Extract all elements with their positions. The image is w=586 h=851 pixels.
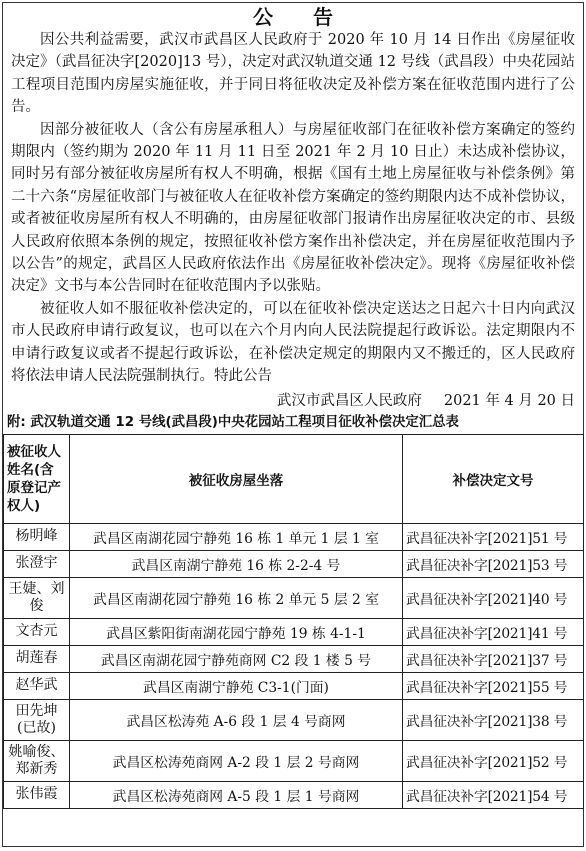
house-address: 武昌区松涛苑 A-6 段 1 层 4 号商网 (70, 699, 403, 740)
decision-number: 武昌征决补字[2021]55 号 (403, 672, 584, 699)
appendix-title: 附: 武汉轨道交通 12 号线(武昌段)中央花园站工程项目征收补偿决定汇总表 (7, 414, 459, 430)
notice-paragraph: 因公共利益需要，武汉市武昌区人民政府于 2020 年 10 月 14 日作出《房屋征收决定》（武昌征决字[2020]13 号），决定对武汉轨道交通 12 号线（武昌段）中央花园站工程项目范围内房屋实施征收，并于同日将征收决定及补偿方案在征收范围内进行了公告。 (11, 32, 575, 116)
table-header-row (4, 434, 584, 523)
house-address: 武昌区松涛苑商网 A-2 段 1 层 2 号商网 (70, 740, 403, 781)
table-row (4, 550, 584, 577)
table-row (4, 618, 584, 645)
owner-name: 胡莲春 (4, 645, 70, 672)
compensation-table (3, 434, 584, 809)
decision-number: 武昌征决补字[2021]52 号 (403, 740, 584, 781)
notice-paragraph: 被征收人如不服征收补偿决定的，可以在征收补偿决定送达之日起六十日内向武汉市人民政府申请行政复议，也可以在六个月内向人民法院提起行政诉讼。法定期限内不申请行政复议或者不提起行政诉讼，在补偿决定规定的期限内又不搬迁的，区人民政府将依法申请人民法院强制执行。特此公告 (11, 300, 575, 385)
decision-number: 武昌征决补字[2021]38 号 (403, 699, 584, 740)
house-address: 武昌区南湖花园宁静苑 16 栋 2 单元 5 层 2 室 (70, 577, 403, 618)
owner-name: 赵华武 (4, 672, 70, 699)
owner-name: 张伟霞 (4, 781, 70, 808)
table-row (4, 577, 584, 618)
house-address: 武昌区松涛苑商网 A-5 段 1 层 1 号商网 (70, 781, 403, 808)
table-row (4, 781, 584, 808)
table-row (4, 672, 584, 699)
decision-number: 武昌征决补字[2021]41 号 (403, 618, 584, 645)
owner-name: 杨明峰 (4, 523, 70, 550)
owner-name: 姚喻俊、郑新秀 (4, 740, 70, 781)
owner-name: 文杏元 (4, 618, 70, 645)
house-address: 武昌区南湖花园宁静苑 16 栋 1 单元 1 层 1 室 (70, 523, 403, 550)
house-address: 武昌区南湖花园宁静苑商网 C2 段 1 楼 5 号 (70, 645, 403, 672)
house-address: 武昌区紫阳街南湖花园宁静苑 19 栋 4-1-1 (70, 618, 403, 645)
issue-date: 2021 年 4 月 20 日 (443, 392, 575, 409)
notice-paragraph: 因部分被征收人（含公有房屋承租人）与房屋征收部门在征收补偿方案确定的签约期限内（签约期为 2020 年 11 月 11 日至 2021 年 2 月 10 日止）未达成补偿协议，同时另有部分被征收房屋所有权人不明确，根据《国有土地上房屋征收与补偿条例》第二十六条“房屋征收部门与被征收人在征收补偿方案确定的签约期限内达不成补偿协议，或者被征收房屋所有权人不明确的，由房屋征收部门报请作出房屋征收决定的市、县级人民政府依照本条例的规定，按照征收补偿方案作出补偿决定，并在房屋征收范围内予以公告”的规定，武昌区人民政府依法作出《房屋征收补偿决定》。现将《房屋征收补偿决定》文书与本公告同时在征收范围内予以张贴。 (11, 121, 575, 295)
header-address: 被征收房屋坐落 (70, 434, 403, 523)
notice-title: 公告 (253, 5, 373, 29)
table-row (4, 645, 584, 672)
owner-name: 张澄宇 (4, 550, 70, 577)
owner-name: 王婕、刘俊 (4, 577, 70, 618)
house-address: 武昌区南湖宁静苑 C3-1(门面) (70, 672, 403, 699)
house-address: 武昌区南湖宁静苑 16 栋 2-2-4 号 (70, 550, 403, 577)
table-row (4, 699, 584, 740)
notice-body (3, 29, 583, 388)
decision-number: 武昌征决补字[2021]40 号 (403, 577, 584, 618)
header-doc: 补偿决定文号 (403, 434, 584, 523)
decision-number: 武昌征决补字[2021]53 号 (403, 550, 584, 577)
header-name: 被征收人姓名(含原登记产权人) (4, 434, 70, 523)
issuer: 武汉市武昌区人民政府 (276, 392, 422, 409)
owner-name: 田先坤(已故) (4, 699, 70, 740)
decision-number: 武昌征决补字[2021]37 号 (403, 645, 584, 672)
notice-signature (3, 390, 583, 412)
decision-number: 武昌征决补字[2021]54 号 (403, 781, 584, 808)
decision-number: 武昌征决补字[2021]51 号 (403, 523, 584, 550)
notice-page (2, 2, 584, 847)
table-row (4, 523, 584, 550)
table-row (4, 740, 584, 781)
